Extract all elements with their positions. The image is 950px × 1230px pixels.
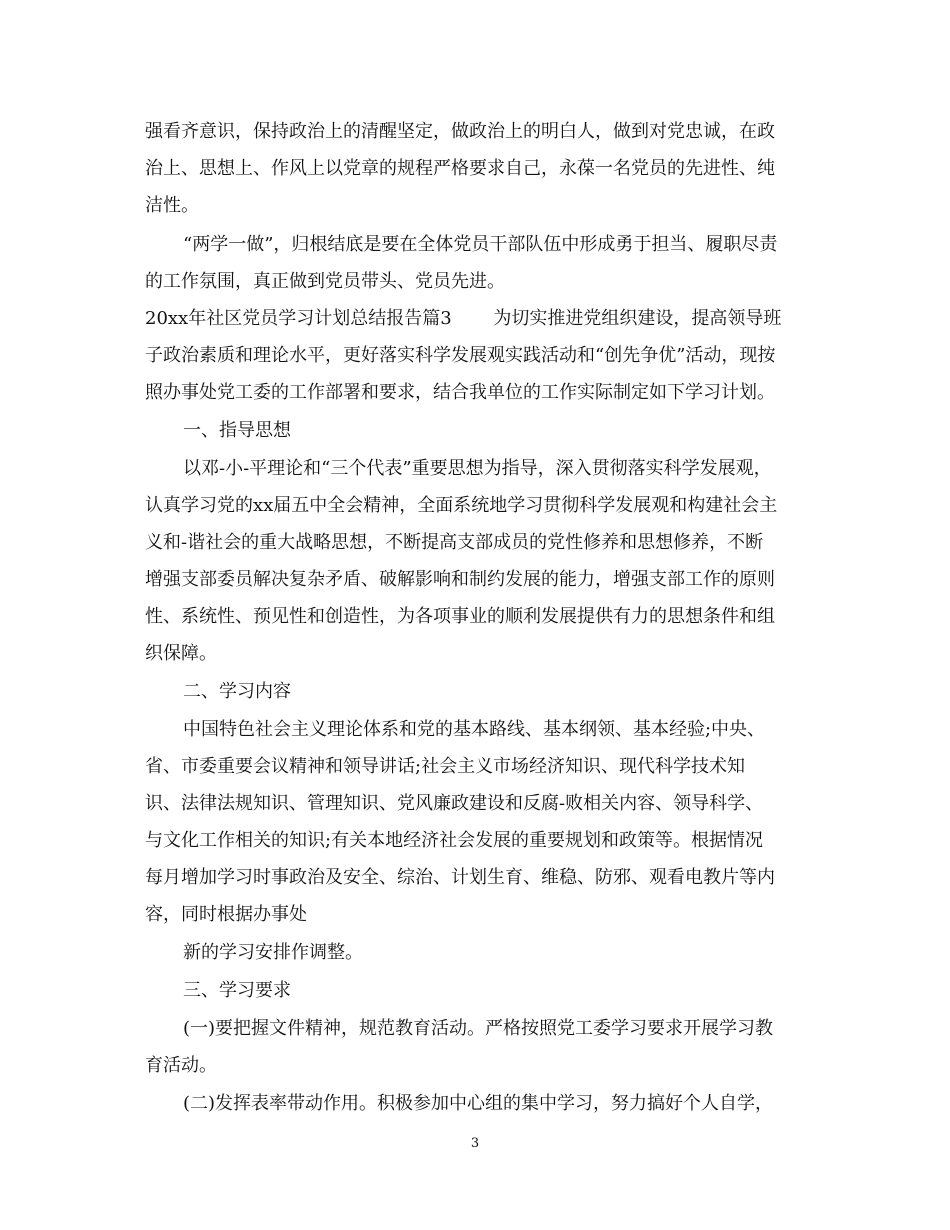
text-line: 子政治素质和理论水平，更好落实科学发展观实践活动和“创先争优”活动，现按 xyxy=(145,345,776,366)
section-heading: 一、指导思想 xyxy=(183,420,291,441)
section-heading: 三、学习要求 xyxy=(183,980,291,1001)
section-heading-line: 20xx年社区党员学习计划总结报告篇3 为切实推进党组织建设，提高领导班 xyxy=(145,308,782,329)
text-line: 强看齐意识，保持政治上的清醒坚定，做政治上的明白人，做到对党忠诚，在政 xyxy=(145,121,775,142)
section-heading: 二、学习内容 xyxy=(183,681,291,702)
text-line: 容，同时根据办事处 xyxy=(145,904,307,925)
text-line: 认真学习党的xx届五中全会精神，全面系统地学习贯彻科学发展观和构建社会主 xyxy=(145,495,778,516)
page-number: 3 xyxy=(470,1136,480,1151)
text-line: “两学一做”，归根结底是要在全体党员干部队伍中形成勇于担当、履职尽责 xyxy=(183,234,778,255)
text-line: (一)要把握文件精神，规范教育活动。严格按照党工委学习要求开展学习教 xyxy=(183,1018,774,1039)
text-line: 识、法律法规知识、管理知识、党风廉政建设和反腐-败相关内容、领导科学、 xyxy=(145,793,764,814)
text-line: 增强支部委员解决复杂矛盾、破解影响和制约发展的能力，增强支部工作的原则 xyxy=(145,569,775,590)
text-line: 义和-谐社会的重大战略思想，不断提高支部成员的党性修养和思想修养，不断 xyxy=(145,532,764,553)
text-line: 中国特色社会主义理论体系和党的基本路线、基本纲领、基本经验;中央、 xyxy=(183,719,766,740)
text-line: 育活动。 xyxy=(145,1055,217,1076)
text-line: 性、系统性、预见性和创造性，为各项事业的顺利发展提供有力的思想条件和组 xyxy=(145,606,775,627)
text-line: 与文化工作相关的知识;有关本地经济社会发展的重要规划和政策等。根据情况 xyxy=(145,830,764,851)
text-line: 新的学习安排作调整。 xyxy=(183,942,363,963)
text-line: 的工作氛围，真正做到党员带头、党员先进。 xyxy=(145,271,505,292)
text-line: 织保障。 xyxy=(145,643,217,664)
text-line: 治上、思想上、作风上以党章的规程严格要求自己，永葆一名党员的先进性、纯 xyxy=(145,158,775,179)
text-line: 以邓-小-平理论和“三个代表”重要思想为指导，深入贯彻落实科学发展观， xyxy=(183,458,772,479)
text-line: 洁性。 xyxy=(145,195,199,216)
text-line: 省、市委重要会议精神和领导讲话;社会主义市场经济知识、现代科学技术知 xyxy=(145,756,746,777)
text-line: (二)发挥表率带动作用。积极参加中心组的集中学习，努力搞好个人自学， xyxy=(183,1093,774,1114)
text-line: 照办事处党工委的工作部署和要求，结合我单位的工作实际制定如下学习计划。 xyxy=(145,382,775,403)
text-line: 每月增加学习时事政治及安全、综治、计划生育、维稳、防邪、观看电教片等内 xyxy=(145,867,775,888)
